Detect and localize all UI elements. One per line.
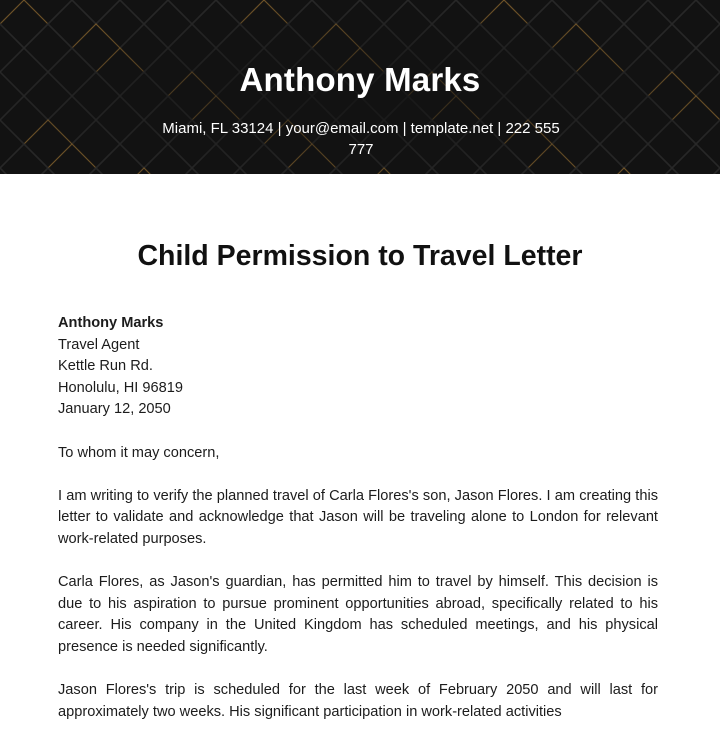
- sender-street: Kettle Run Rd.: [58, 358, 153, 375]
- letter-title: Child Permission to Travel Letter: [137, 240, 583, 272]
- sender-name: Anthony Marks: [58, 315, 164, 331]
- letter-date: January 12, 2050: [58, 401, 171, 418]
- salutation: To whom it may concern,: [58, 444, 220, 461]
- letterhead-contact: Miami, FL 33124 | your@email.com | template.net | 222 555 777: [162, 120, 560, 158]
- paragraph-1: I am writing to verify the planned travel of Carla Flores's son, Jason Flores. I am creating this letter to validate and acknowledge that Jason will be traveling alone to London for relevant work-related purposes.: [58, 487, 658, 547]
- sender-block: [58, 313, 658, 421]
- letter-body: [58, 313, 658, 745]
- letterhead-banner: [0, 0, 720, 174]
- sender-position: Travel Agent: [58, 336, 140, 353]
- paragraph-3: Jason Flores's trip is scheduled for the last week of February 2050 and will last for approximately two weeks. His significant participation in work-related activities: [58, 682, 658, 720]
- paragraph-2: Carla Flores, as Jason's guardian, has permitted him to travel by himself. This decision is due to his aspiration to pursue prominent opportunities abroad, specifically related to his career. His company in the United Kingdom has scheduled meetings, and his physical presence is needed significantly.: [58, 574, 658, 655]
- sender-city: Honolulu, HI 96819: [58, 379, 183, 396]
- letterhead-name: Anthony Marks: [239, 61, 481, 98]
